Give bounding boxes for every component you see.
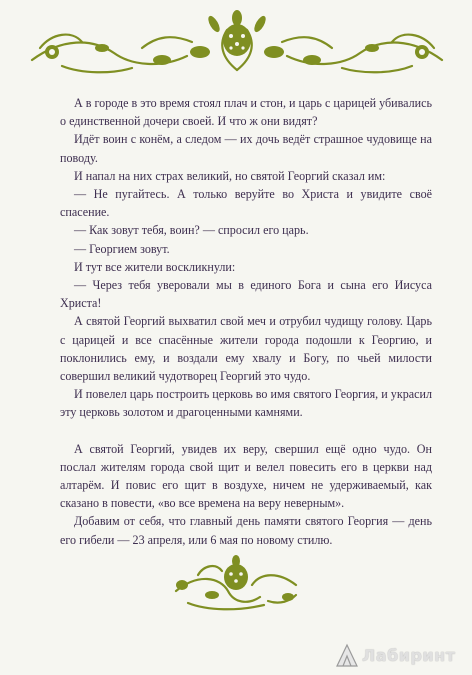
paragraph: Идёт воин с конём, а следом — их дочь ведёт страшное чудовище на поводу. (60, 132, 432, 165)
publisher-watermark (334, 640, 464, 670)
paragraph: А святой Георгий, увидев их веру, свершил ещё одно чудо. Он послал жителям города свой щит и велел повесить его в церкви над алтарём. И повис его щит в воздухе, ничем не удерживаемый, как сказано в повести, «во все времена на веру неверным». (60, 441, 432, 511)
paragraph: — Через тебя уверовали мы в единого Бога и сына его Иисуса Христа! (60, 278, 432, 311)
paragraph: Добавим от себя, что главный день памяти святого Георгия — день его гибели — 23 апреля, или 6 мая по новому стилю. (60, 514, 432, 547)
watermark-text: Лабиринт (362, 645, 456, 665)
paragraph: А в городе в это время стоял плач и стон, и царь с царицей убивались о единственной дочери своей. И что ж они видят? (60, 96, 432, 129)
paragraph: И напал на них страх великий, но святой Георгий сказал им: (74, 168, 386, 183)
paragraph: А святой Георгий выхватил свой меч и отрубил чудищу голову. Царь с царицей и все спасённые жители города подошли к Георгию, и поклонились ему, и воздали ему хвалу и Богу, по чьей милости совершил великий чудотворец Георгий это чудо. (60, 314, 432, 384)
paragraph: И тут все жители воскликнули: (74, 259, 236, 274)
labyrinth-logo-icon (334, 642, 360, 668)
floral-vignette-icon (168, 555, 304, 613)
floral-ornament-icon (22, 8, 452, 78)
paragraph: — Георгием зовут. (74, 241, 170, 256)
paragraph: — Как зовут тебя, воин? — спросил его царь. (74, 223, 309, 238)
story-text (60, 94, 432, 549)
paragraph: И повелел царь построить церковь во имя святого Георгия, и украсил эту церковь золотом и драгоценными камнями. (60, 387, 432, 420)
paragraph: — Не пугайтесь. А только веруйте во Христа и увидите своё спасение. (60, 187, 432, 220)
